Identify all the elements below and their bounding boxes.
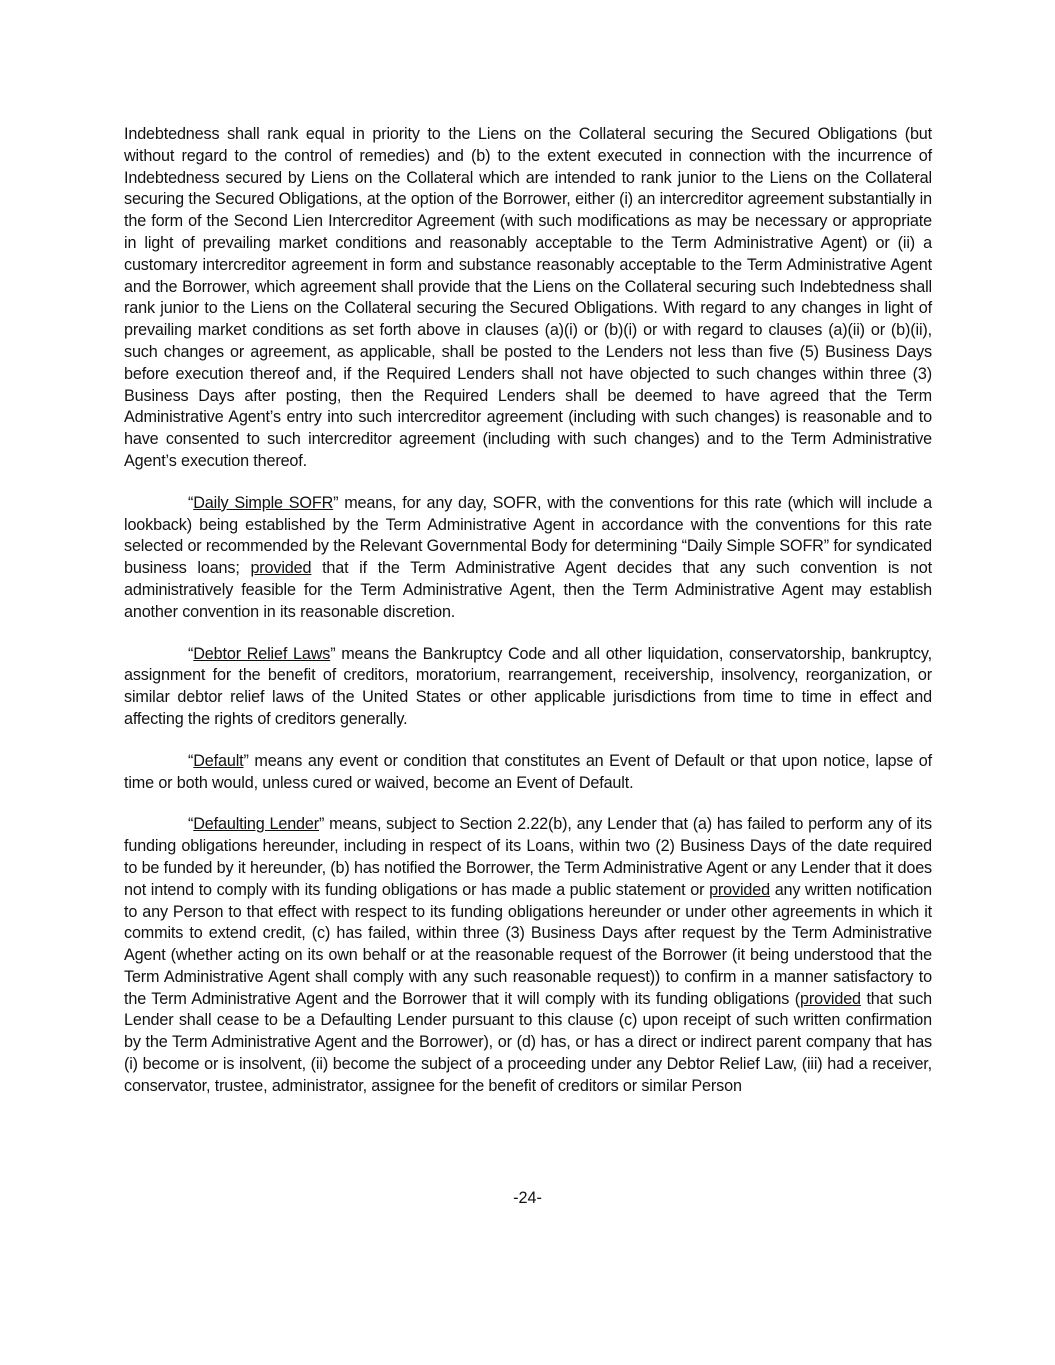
underlined-provided: provided (800, 989, 861, 1008)
text-run: ” means, subject to Section 2.22(b), any Lender that (a) has failed to perform any of its funding obligations hereunder, including in respect of its Loans, within two (2) Business Days of the date required to be funded by it hereunder, (b) has notified the Borrower, the Term Administrative Agent or any Lender that it does not intend to comply with its funding obligations or has made a public statement or (124, 815, 933, 899)
text-run: “ (188, 751, 194, 770)
text-run: “ (188, 644, 194, 663)
underlined-provided: provided (709, 880, 770, 899)
text-run: that if the Term Administrative Agent decides that any such convention is not administratively feasible for the Term Administrative Agent, then the Term Administrative Agent may establish another convention in its reasonable discretion. (124, 559, 932, 621)
definition-debtor-relief-laws (124, 644, 932, 731)
defined-term-debtor-relief-laws: Debtor Relief Laws (193, 644, 331, 663)
text-run: “ (188, 493, 194, 512)
text-run: “ (188, 815, 194, 834)
definition-default (124, 751, 932, 795)
text-run: ” means, for any day, SOFR, with the conventions for this rate (which will include a lookback) being established by the Term Administrative Agent in accordance with the conventions for this rate selected or recommended by the Relevant Governmental Body for determining “Daily Simple SOFR” for syndicated business loans; (124, 493, 932, 578)
underlined-provided: provided (250, 559, 312, 578)
definition-defaulting-lender (124, 814, 932, 1097)
definition-daily-simple-sofr (124, 493, 932, 624)
defined-term-defaulting-lender: Defaulting Lender (193, 815, 320, 834)
text-run: ” means any event or condition that constitutes an Event of Default or that upon notice, lapse of time or both would, unless cured or waived, become an Event of Default. (124, 751, 932, 792)
defined-term-daily-simple-sofr: Daily Simple SOFR (193, 493, 334, 512)
page-number: -24- (513, 1189, 542, 1207)
text-run: Indebtedness shall rank equal in priority to the Liens on the Collateral securing the Secured Obligations (but without regard to the control of remedies) and (b) to the extent executed in connection with the incurrence of Indebtedness secured by Liens on the Collateral which are intended to rank junior to the Liens on the Collateral securing the Secured Obligations, at the option of the Borrower, either (i) an intercreditor agreement substantially in the form of the Second Lien Intercreditor Agreement (with such modifications as may be necessary or appropriate in light of prevailing market conditions and reasonably acceptable to the Term Administrative Agent) or (ii) a customary intercreditor agreement in form and substance reasonably acceptable to the Term Administrative Agent and the Borrower, which agreement shall provide that the Liens on the Collateral securing such Indebtedness shall rank junior to the Liens on the Collateral securing the Secured Obligations. With regard to any changes in light of prevailing market conditions as set forth above in clauses (a)(i) or (b)(i) or with regard to clauses (a)(ii) or (b)(ii), such changes or agreement, as applicable, shall be posted to the Lenders not less than five (5) Business Days before execution thereof and, if the Required Lenders shall not have objected to such changes within three (3) Business Days after posting, then the Required Lenders shall be deemed to have agreed that the Term Administrative Agent’s entry into such intercreditor agreement (including with such changes) is reasonable and to have consented to such intercreditor agreement (including with such changes) and to the Term Administrative Agent’s execution thereof. (124, 125, 932, 470)
text-run: that such Lender shall cease to be a Defaulting Lender pursuant to this clause (c) upon receipt of such written confirmation by the Term Administrative Agent and the Borrower), or (d) has, or has a direct or indirect parent company that has (i) become or is insolvent, (ii) become the subject of a proceeding under any Debtor Relief Law, (iii) had a receiver, conservator, trustee, administrator, assignee for the benefit of creditors or similar Person (124, 989, 932, 1095)
paragraph-intercreditor-continuation (124, 124, 932, 473)
document-body (124, 124, 932, 1118)
defined-term-default: Default (193, 751, 244, 770)
text-run: any written notification to any Person to that effect with respect to its funding obligations hereunder or under other agreements in which it commits to extend credit, (c) has failed, within three (3) Business Days after request by the Term Administrative Agent (whether acting on its own behalf or at the reasonable request of the Borrower (it being understood that the Term Administrative Agent shall comply with any such reasonable request)) to confirm in a manner satisfactory to the Term Administrative Agent and the Borrower that it will comply with its funding obligations ( (124, 880, 932, 1008)
text-run: ” means the Bankruptcy Code and all other liquidation, conservatorship, bankruptcy, assignment for the benefit of creditors, moratorium, rearrangement, receivership, insolvency, reorganization, or similar debtor relief laws of the United States or other applicable jurisdictions from time to time in effect and affecting the rights of creditors generally. (124, 644, 932, 728)
